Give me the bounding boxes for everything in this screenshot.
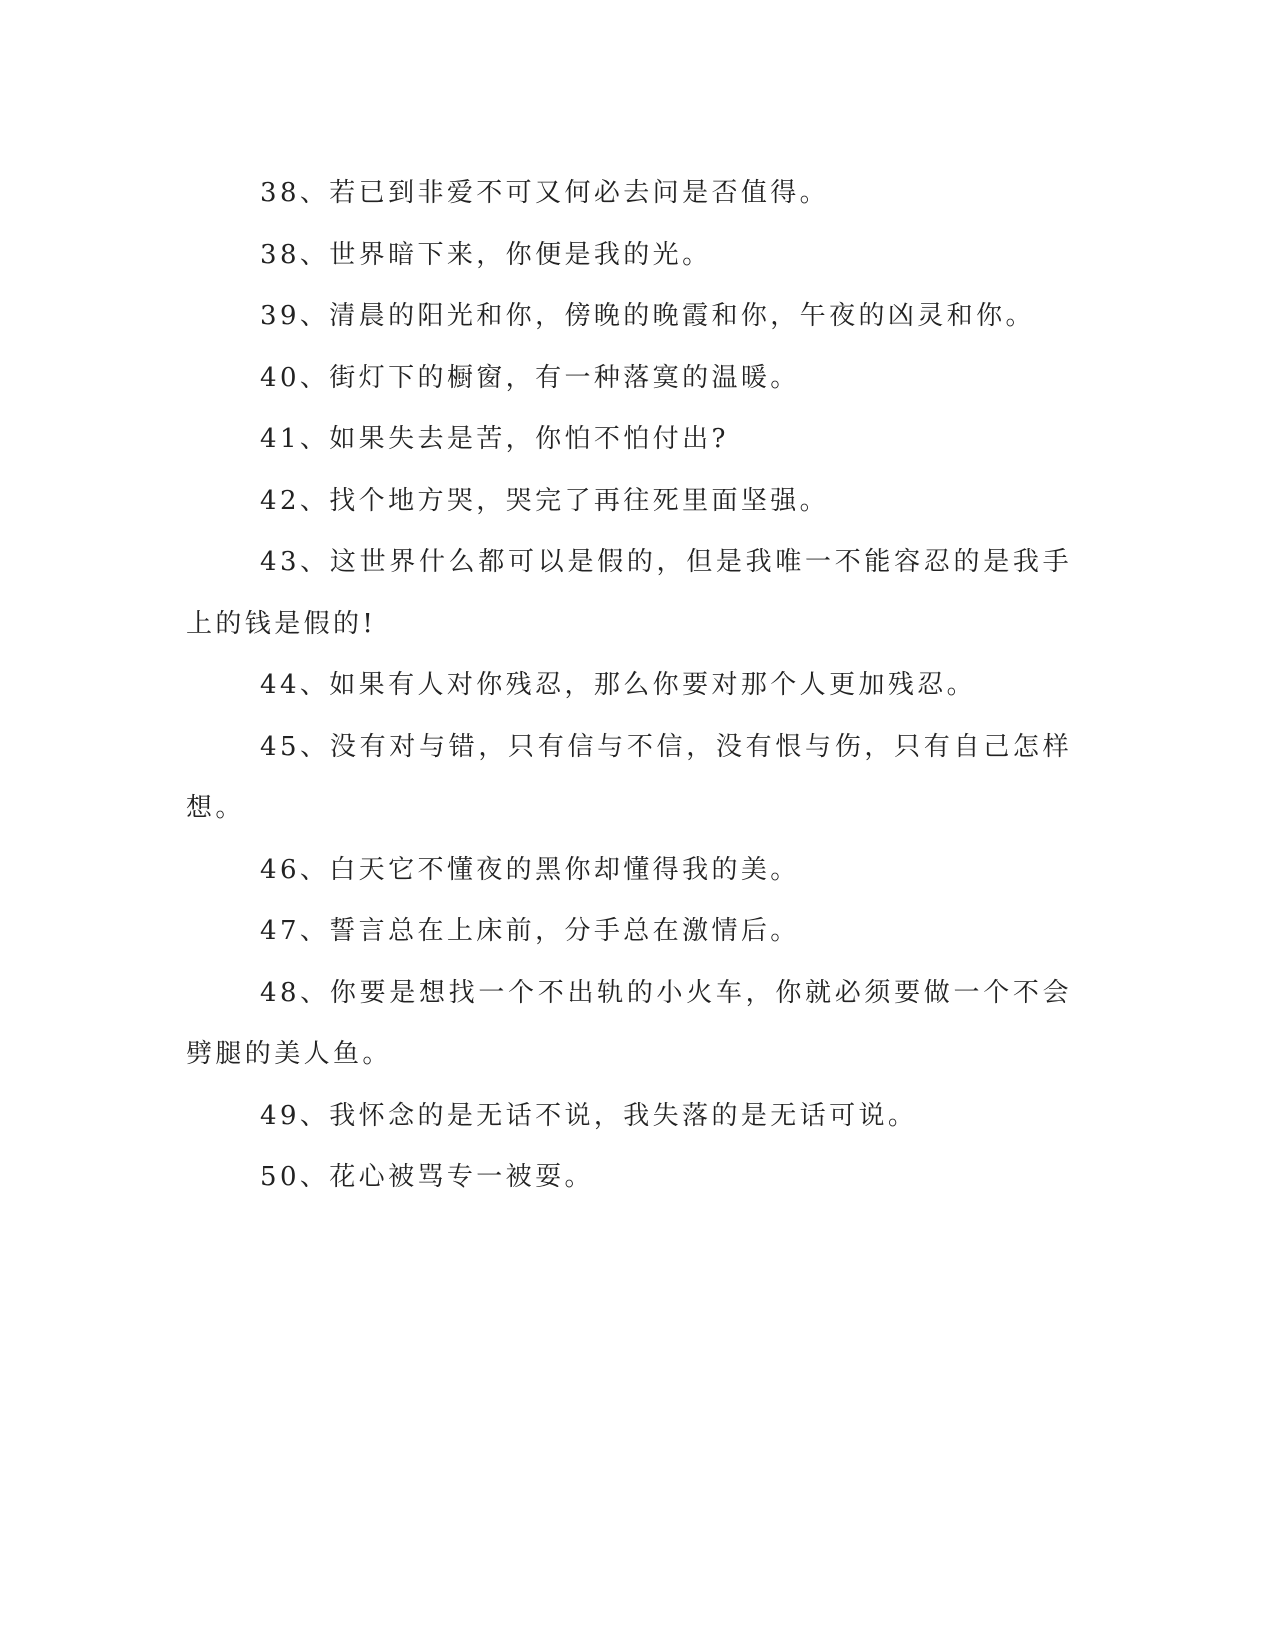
paragraph-42: 42、找个地方哭，哭完了再往死里面坚强。 xyxy=(260,485,830,516)
paragraph-44: 44、如果有人对你残忍，那么你要对那个人更加残忍。 xyxy=(260,670,977,700)
paragraph-41: 41、如果失去是苦，你怕不怕付出? xyxy=(260,424,729,454)
paragraph-39: 39、清晨的阳光和你，傍晚的晚霞和你，午夜的凶灵和你。 xyxy=(260,301,1035,331)
paragraph-40: 40、街灯下的橱窗，有一种落寞的温暖。 xyxy=(260,362,800,393)
paragraph-45: 45、没有对与错，只有信与不信，没有恨与伤，只有自己怎样想。 xyxy=(186,731,1072,823)
paragraph-46: 46、白天它不懂夜的黑你却懂得我的美。 xyxy=(260,854,800,885)
paragraph-49: 49、我怀念的是无话不说，我失落的是无话可说。 xyxy=(260,1100,918,1131)
paragraph-38b: 38、世界暗下来，你便是我的光。 xyxy=(260,239,712,270)
paragraph-43: 43、这世界什么都可以是假的，但是我唯一不能容忍的是我手上的钱是假的! xyxy=(186,547,1072,639)
paragraph-50: 50、花心被骂专一被耍。 xyxy=(260,1162,594,1192)
paragraph-38a: 38、若已到非爱不可又何必去问是否值得。 xyxy=(260,178,830,208)
paragraph-48: 48、你要是想找一个不出轨的小火车，你就必须要做一个不会劈腿的美人鱼。 xyxy=(186,977,1072,1069)
paragraph-47: 47、誓言总在上床前，分手总在激情后。 xyxy=(260,916,800,946)
document-body xyxy=(186,163,1072,1209)
